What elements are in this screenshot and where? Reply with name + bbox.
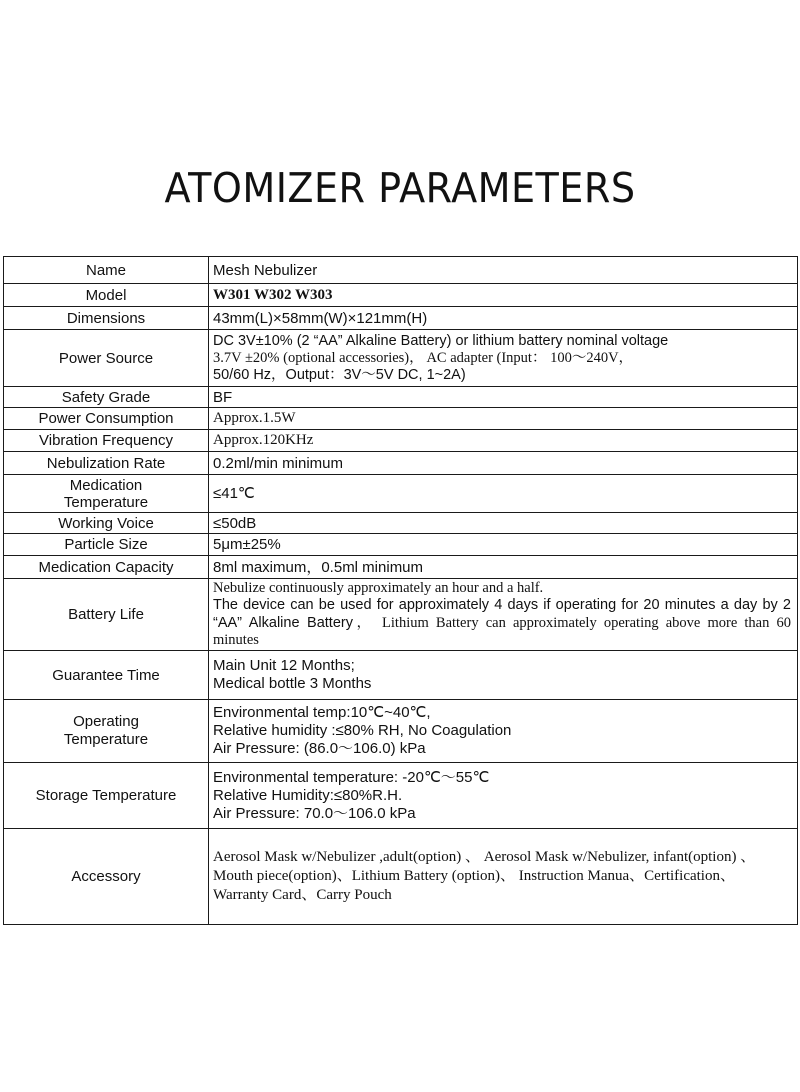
- row-label: Battery Life: [4, 579, 209, 651]
- table-row: [4, 330, 798, 387]
- row-label: Particle Size: [4, 534, 209, 556]
- row-label: Vibration Frequency: [4, 430, 209, 452]
- value-line: DC 3V±10% (2 “AA” Alkaline Battery) or lithium battery nominal voltage: [213, 332, 669, 349]
- value-line: Relative humidity :≤80% RH, No Coagulation: [213, 722, 512, 739]
- row-value: [209, 763, 798, 829]
- row-value: 0.2ml/min minimum: [209, 452, 798, 475]
- row-label: Dimensions: [4, 307, 209, 330]
- row-label: Accessory: [4, 829, 209, 925]
- row-label: Guarantee Time: [4, 651, 209, 700]
- row-value: [209, 651, 798, 700]
- value-line: Medical bottle 3 Months: [213, 675, 372, 692]
- value-text: The device can be used for approximately 4 days if operating for 20 minutes a day by 2 “AA” Alkaline Battery，: [213, 597, 791, 631]
- table-row: [4, 307, 798, 330]
- table-row: [4, 556, 798, 579]
- row-value: [209, 330, 798, 387]
- table-row: [4, 534, 798, 556]
- value-line: Environmental temperature: -20℃～55℃: [213, 768, 490, 786]
- row-value: Approx.120KHz: [209, 430, 798, 452]
- table-row: [4, 475, 798, 513]
- row-value: 8ml maximum，0.5ml minimum: [209, 556, 798, 579]
- table-row: [4, 284, 798, 307]
- value-line: Relative Humidity:≤80%R.H.: [213, 786, 403, 804]
- row-value: Mesh Nebulizer: [209, 257, 798, 284]
- row-label: Name: [4, 257, 209, 284]
- row-value: [209, 579, 798, 651]
- table-row: [4, 452, 798, 475]
- row-label: Power Source: [4, 330, 209, 387]
- table-row: [4, 387, 798, 408]
- row-value: Approx.1.5W: [209, 408, 798, 430]
- row-value: 5μm±25%: [209, 534, 798, 556]
- row-value: BF: [209, 387, 798, 408]
- table-row: [4, 430, 798, 452]
- table-row: [4, 408, 798, 430]
- label-line: Operating: [73, 713, 139, 730]
- row-value: 43mm(L)×58mm(W)×121mm(H): [209, 307, 798, 330]
- row-label: [4, 475, 209, 513]
- row-label: [4, 700, 209, 763]
- table-row: [4, 651, 798, 700]
- table-row: [4, 700, 798, 763]
- value-line: Environmental temp:10℃~40℃,: [213, 704, 431, 721]
- row-label: Safety Grade: [4, 387, 209, 408]
- table-row: [4, 257, 798, 284]
- value-line: 3.7V ±20% (optional accessories)， AC adapter (Input： 100～240V，: [213, 349, 634, 366]
- row-value: ≤50dB: [209, 513, 798, 534]
- label-line: Medication: [69, 476, 143, 494]
- table-row: [4, 829, 798, 925]
- row-label: Nebulization Rate: [4, 452, 209, 475]
- label-line: Temperature: [63, 731, 149, 748]
- row-value: Aerosol Mask w/Nebulizer ,adult(option) 、 Aerosol Mask w/Nebulizer, infant(option) 、 Mouth piece(option)、Lithium Battery (option)、 Instruction Manua、Certification、Warranty Card、Carry Pouch: [209, 829, 798, 925]
- label-line: Temperature: [63, 493, 149, 511]
- value-line: 50/60 Hz，Output：3V～5V DC, 1~2A): [213, 366, 466, 383]
- value-text: Lithium Battery can approximately operating above more than 60 minutes: [213, 614, 791, 648]
- row-label: Medication Capacity: [4, 556, 209, 579]
- row-label: Model: [4, 284, 209, 307]
- table-row: [4, 579, 798, 651]
- row-value: W301 W302 W303: [209, 284, 798, 307]
- value-line: Nebulize continuously approximately an hour and a half.: [213, 579, 544, 596]
- value-line: Air Pressure: 70.0～106.0 kPa: [213, 804, 416, 822]
- value-line: [213, 597, 791, 650]
- table-row: [4, 513, 798, 534]
- row-label: Storage Temperature: [4, 763, 209, 829]
- row-value: [209, 700, 798, 763]
- row-label: Working Voice: [4, 513, 209, 534]
- row-value: ≤41℃: [209, 475, 798, 513]
- table-row: [4, 763, 798, 829]
- row-label: Power Consumption: [4, 408, 209, 430]
- parameters-table: [3, 256, 798, 925]
- page-title: ATOMIZER PARAMETERS: [164, 164, 636, 212]
- value-line: Main Unit 12 Months;: [213, 657, 355, 674]
- value-line: Air Pressure: (86.0～106.0) kPa: [213, 740, 426, 757]
